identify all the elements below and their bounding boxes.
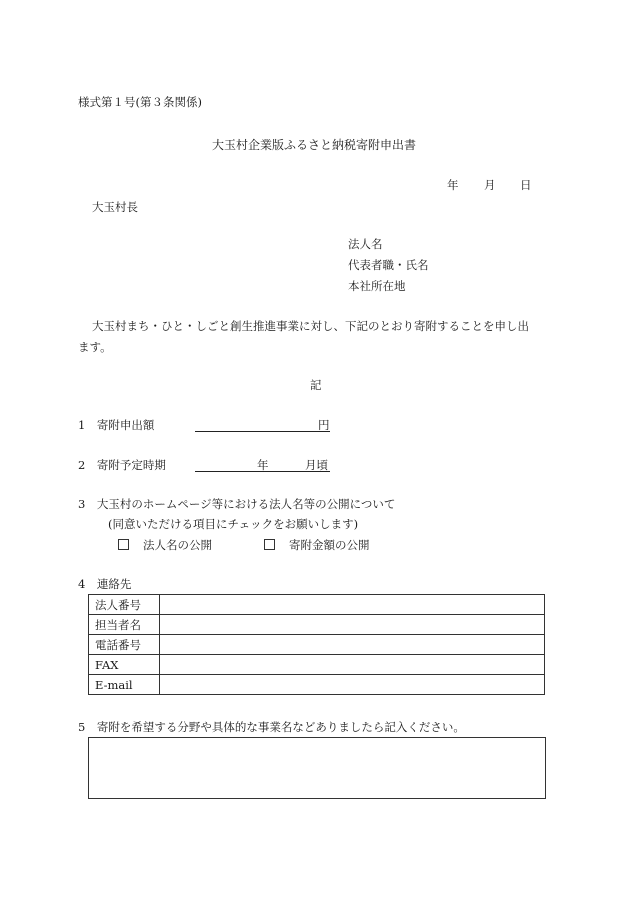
table-row (89, 655, 545, 675)
table-row (89, 615, 545, 635)
item1-label: 1 寄附申出額 (78, 418, 155, 432)
checkbox-corp-name[interactable] (118, 539, 129, 550)
contact-label-email: E-mail (89, 675, 160, 695)
item5-notes-box[interactable] (88, 737, 546, 799)
applicant-head-office: 本社所在地 (348, 279, 406, 293)
applicant-rep-title-name: 代表者職・氏名 (348, 258, 429, 272)
item2-label: 2 寄附予定時期 (78, 458, 166, 472)
addressee: 大玉村長 (92, 200, 138, 214)
item3-option-corp-name[interactable] (118, 538, 212, 552)
date-year: 年 (447, 178, 459, 192)
item4-label: 4 連絡先 (78, 577, 132, 591)
item2-year: 年 (257, 458, 269, 472)
option-amount-label: 寄附金額の公開 (289, 538, 370, 552)
option-corp-name-label: 法人名の公開 (143, 538, 212, 552)
applicant-corp-name: 法人名 (348, 237, 383, 251)
item2-month: 月頃 (305, 458, 328, 472)
contact-value-corp-number[interactable] (160, 595, 545, 615)
item1-unit: 円 (318, 418, 330, 432)
table-row (89, 675, 545, 695)
item3-option-amount[interactable] (264, 538, 370, 552)
body-text-line1: 大玉村まち・ひと・しごと創生推進事業に対し、下記のとおり寄附することを申し出 (92, 319, 529, 333)
date-day: 日 (520, 178, 532, 192)
contact-value-fax[interactable] (160, 655, 545, 675)
table-row (89, 635, 545, 655)
contact-label-fax: FAX (89, 655, 160, 675)
contact-label-person: 担当者名 (89, 615, 160, 635)
item5-label: 5 寄附を希望する分野や具体的な事業名などありましたら記入ください。 (78, 720, 465, 734)
table-row (89, 595, 545, 615)
document-title: 大玉村企業版ふるさと納税寄附申出書 (212, 138, 417, 152)
contact-label-phone: 電話番号 (89, 635, 160, 655)
contact-value-email[interactable] (160, 675, 545, 695)
ki-heading: 記 (310, 378, 322, 392)
contact-value-person[interactable] (160, 615, 545, 635)
contact-table (88, 594, 545, 695)
contact-value-phone[interactable] (160, 635, 545, 655)
date-month: 月 (484, 178, 496, 192)
body-text-line2: ます。 (78, 340, 112, 354)
checkbox-amount[interactable] (264, 539, 275, 550)
item3-label: 3 大玉村のホームページ等における法人名等の公開について (78, 497, 396, 511)
item1-amount-field[interactable] (195, 431, 330, 432)
form-number: 様式第１号(第３条関係) (78, 95, 202, 109)
contact-label-corp-number: 法人番号 (89, 595, 160, 615)
item3-note: (同意いただける項目にチェックをお願いします) (108, 517, 359, 531)
